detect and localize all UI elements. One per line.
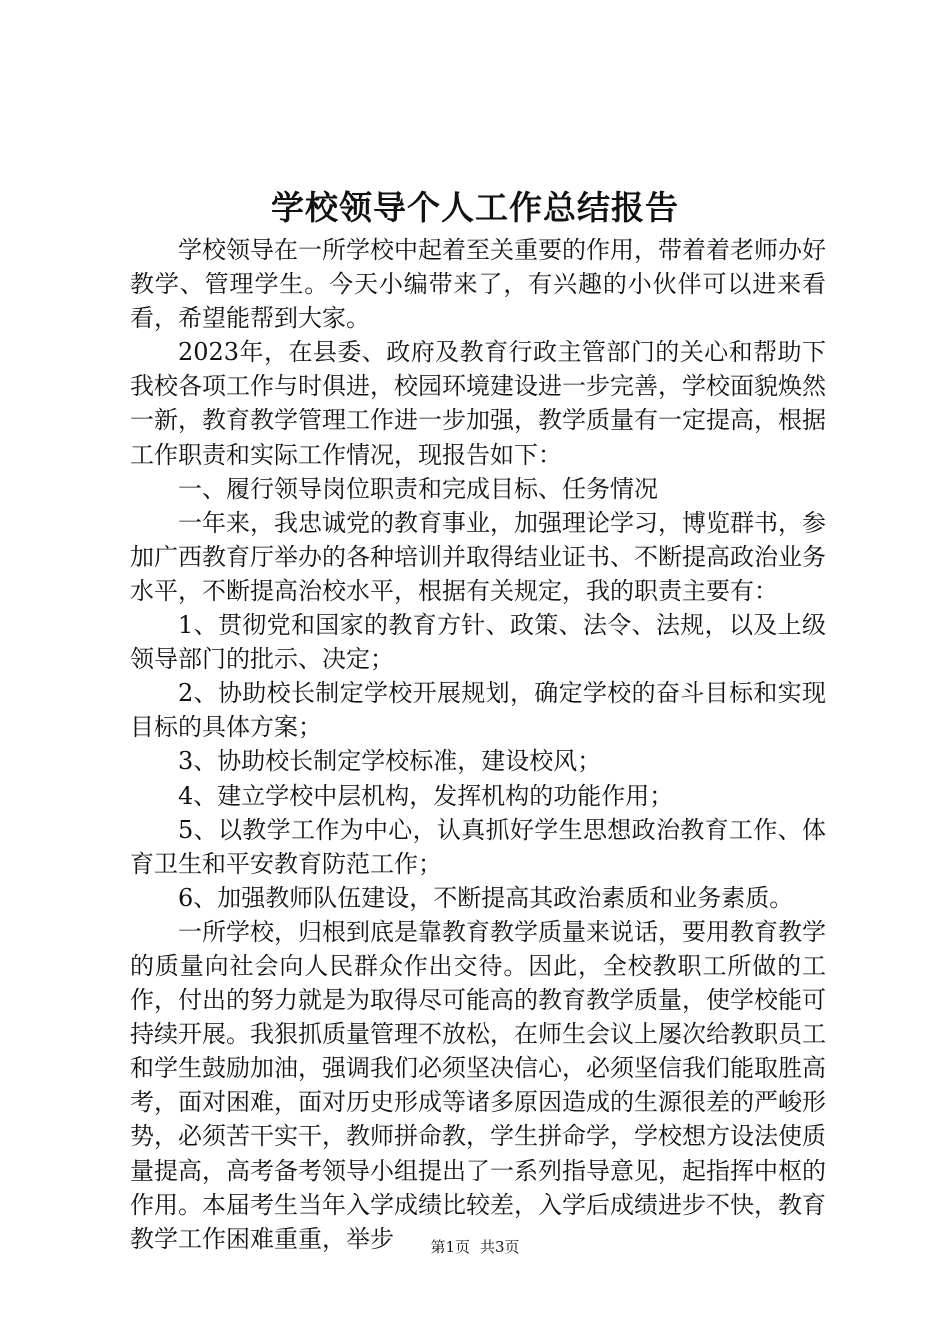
duty-item-1: 1、贯彻党和国家的教育方针、政策、法令、法规，以及上级领导部门的批示、决定；: [130, 611, 826, 674]
duty-item-6: 6、加强教师队伍建设，不断提高其政治素质和业务素质。: [178, 883, 794, 912]
duty-item-5: 5、以教学工作为中心，认真抓好学生思想政治教育工作、体育卫生和平安教育防范工作；: [130, 815, 826, 878]
section-heading: 一、履行领导岗位职责和完成目标、任务情况: [178, 474, 658, 503]
page-number: 第1页: [430, 1238, 470, 1256]
paragraph-intro: 学校领导在一所学校中起着至关重要的作用，带着着老师办好教学、管理学生。今天小编带来了，有兴趣的小伙伴可以进来看看，希望能帮到大家。: [130, 236, 826, 333]
document-body: [130, 233, 826, 1256]
document-title: 学校领导个人工作总结报告: [271, 188, 679, 227]
paragraph-duties-intro: 一年来，我忠诚党的教育事业，加强理论学习，博览群书，参加广西教育厅举办的各种培训并取得结业证书、不断提高政治业务水平，不断提高治校水平，根据有关规定，我的职责主要有：: [130, 508, 826, 605]
page-footer: [0, 1237, 950, 1257]
duty-item-2: 2、协助校长制定学校开展规划，确定学校的奋斗目标和实现目标的具体方案；: [130, 679, 826, 742]
paragraph-overview: 2023年，在县委、政府及教育行政主管部门的关心和帮助下我校各项工作与时俱进，校园环境建设进一步完善，学校面貌焕然一新，教育教学管理工作进一步加强，教学质量有一定提高，根据工作职责和实际工作情况，现报告如下：: [130, 338, 826, 469]
page-total: 共3页: [480, 1238, 520, 1256]
duty-item-4: 4、建立学校中层机构，发挥机构的功能作用；: [178, 781, 674, 810]
duty-item-3: 3、协助校长制定学校标准，建设校风；: [178, 747, 602, 776]
paragraph-quality: 一所学校，归根到底是靠教育教学质量来说话，要用教育教学的质量向社会向人民群众作出交待。因此，全校教职工所做的工作，付出的努力就是为取得尽可能高的教育教学质量，使学校能可持续开展。我狠抓质量管理不放松，在师生会议上屡次给教职员工和学生鼓励加油，强调我们必须坚决信心，必须坚信我们能取胜高考，面对困难，面对历史形成等诸多原因造成的生源很差的严峻形势，必须苦干实干，教师拼命教，学生拼命学，学校想方设法使质量提高，高考备考领导小组提出了一系列指导意见，起指挥中枢的作用。本届考生当年入学成绩比较差，入学后成绩进步不快，教育教学工作困难重重，举步: [130, 917, 826, 1253]
